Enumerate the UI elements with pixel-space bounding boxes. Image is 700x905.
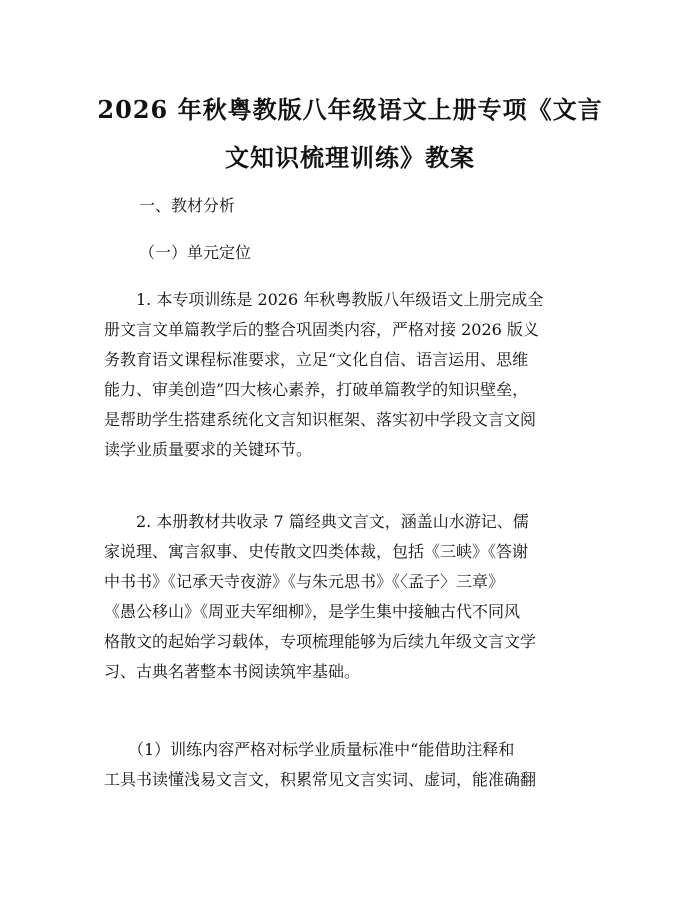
paragraph-1 bbox=[104, 285, 600, 465]
document-title-line-1: 2026 年秋粤教版八年级语文上册专项《文言 bbox=[97, 95, 603, 124]
paragraph-line: 读学业质量要求的关键环节。 bbox=[104, 440, 313, 459]
paragraph-line: 能力、审美创造”四大核心素养，打破单篇教学的知识壁垒， bbox=[104, 380, 529, 399]
document-title-line-2: 文知识梳理训练》教案 bbox=[225, 143, 475, 172]
paragraph-line: 册文言文单篇教学后的整合巩固类内容，严格对接 2026 版义 bbox=[104, 320, 539, 339]
paragraph-line: 《愚公移山》《周亚夫军细柳》，是学生集中接触古代不同风 bbox=[104, 602, 521, 621]
subsection-heading-unit-positioning: （一）单元定位 bbox=[139, 243, 252, 262]
paragraph-2 bbox=[104, 507, 600, 687]
paragraph-line: 工具书读懂浅易文言文，积累常见文言实词、虚词，能准确翻 bbox=[104, 770, 537, 789]
paragraph-line: 习、古典名著整本书阅读筑牢基础。 bbox=[104, 662, 361, 681]
paragraph-line: 1. 本专项训练是 2026 年秋粤教版八年级语文上册完成全 bbox=[104, 290, 544, 309]
paragraph-line: 务教育语文课程标准要求，立足“文化自信、语言运用、思维 bbox=[104, 350, 529, 369]
paragraph-line: 家说理、寓言叙事、史传散文四类体裁，包括《三峡》《答谢 bbox=[104, 542, 529, 561]
paragraph-line: （1）训练内容严格对标学业质量标准中“能借助注释和 bbox=[104, 740, 515, 759]
paragraph-line: 是帮助学生搭建系统化文言知识框架、落实初中学段文言文阅 bbox=[104, 410, 537, 429]
paragraph-line: 2. 本册教材共收录 7 篇经典文言文，涵盖山水游记、儒 bbox=[104, 512, 529, 531]
section-heading-textbook-analysis: 一、教材分析 bbox=[139, 196, 236, 215]
paragraph-line: 格散文的起始学习载体，专项梳理能够为后续九年级文言文学 bbox=[104, 632, 537, 651]
paragraph-line: 中书书》《记承天寺夜游》《与朱元思书》《〈孟子〉三章》 bbox=[104, 572, 505, 591]
paragraph-3 bbox=[104, 735, 600, 795]
